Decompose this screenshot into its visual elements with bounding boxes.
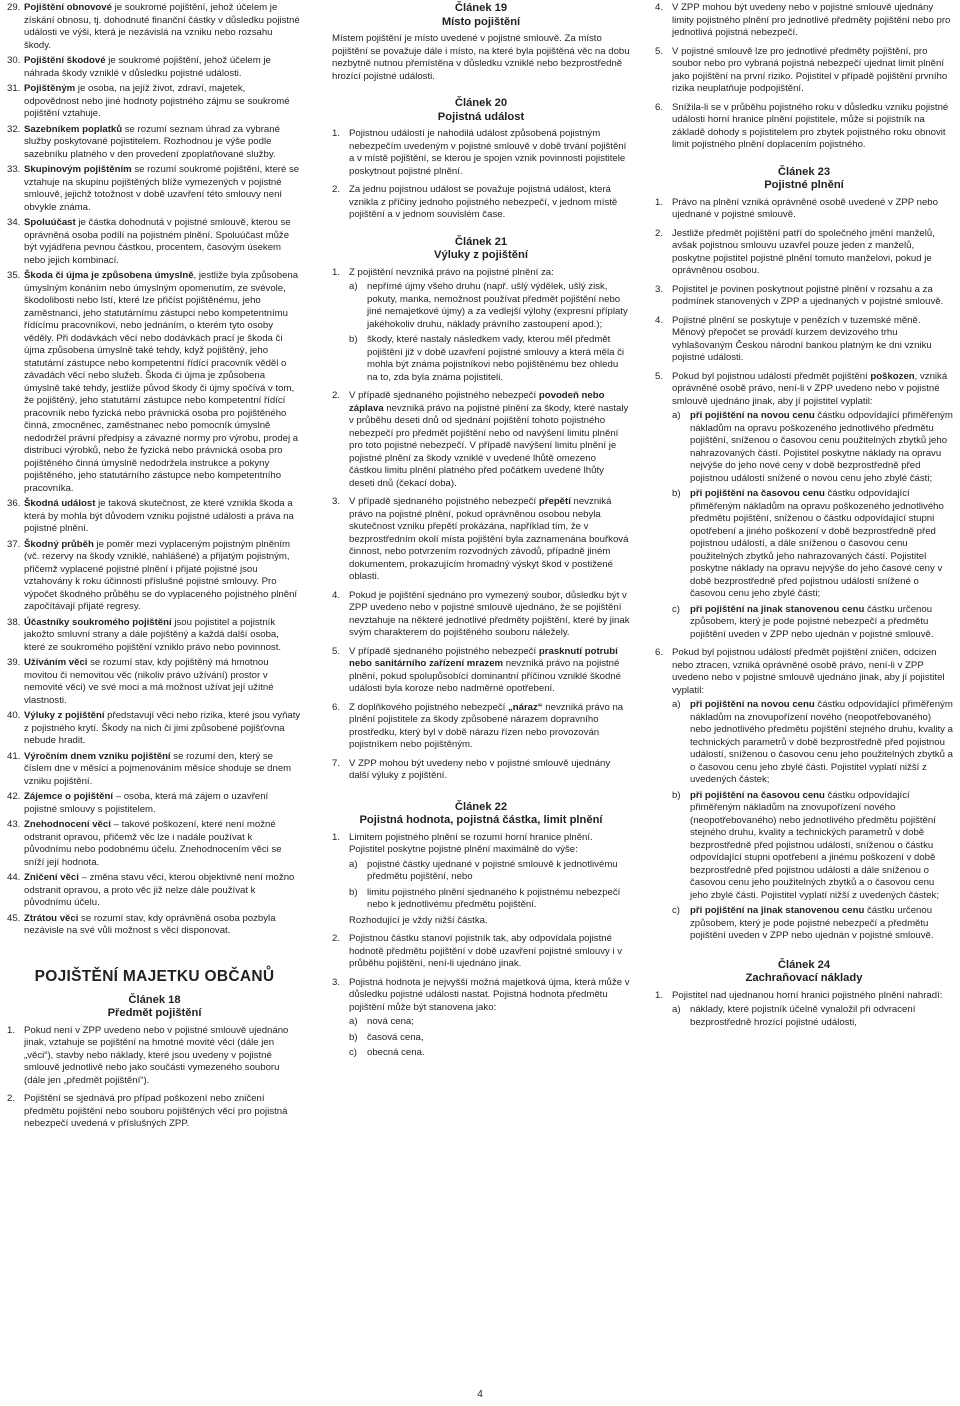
definition-number: 29. [7,2,21,13]
page-number: 4 [477,1389,483,1400]
definition-number: 43. [7,819,21,830]
definition-term: Užíváním věci [24,657,88,668]
article-23-paragraph-2: 2. Jestliže předmět pojištění patří do společného jmění manželů, avšak pojistnou smlouvu uzavřel pouze jeden z manželů, poskytne pojistitel pojistné plnění tomuto manželovi, pokud je oprávněnou osobou. [655,227,935,276]
definition-number: 37. [7,538,21,550]
article-23-title [655,166,953,193]
definition-item [7,539,302,614]
definition-text: jsou pojistitel a pojistník jakožto smluvní strany a dále pojištěný a každá další osoba, které ze soukromého pojištění vzniklo právo nebo povinnost. [24,616,282,653]
article-24-paragraph-1: 1. Pojistitel nad ujednanou horní hranici pojistného plnění nahradí: a) náklady, které pojistník účelně vynaložil při odvracení bezprostředně hrozící pojistné události, [655,990,953,1030]
article-22-number: Článek 22 [454,800,508,813]
article-22-item-b: b) limitu pojistného plnění sjednaného k pojistnému nebezpečí nebo k jednotlivému předmětu pojištění. [349,886,621,910]
definition-item [7,791,302,816]
article-20-number: Článek 20 [454,97,508,109]
definition-text: je poměr mezi vyplaceným pojistným plněním (vč. rezervy na škody vzniklé, nahlášené) a přijatým pojistným, přičemž vyplacené pojistné plnění i přijaté pojistné jsou vztahovány k roku účinnosti příslušné pojistné smlouvy. Pro výpočet škodného průběhu se do vyplaceného pojistného plnění započítávají přijaté regresy. [24,538,298,612]
definition-term: Škodná událost [24,498,96,509]
definition-item [7,872,302,910]
article-23-paragraph-6: 6. Pokud byl pojistnou událostí předmět pojištění zničen, odcizen nebo ztracen, vzniká oprávněné osobě právo, není-li v ZPP uvedeno nebo v pojistné smlouvě ujednáno jinak, aby jí pojistitel vyplatil: a) při pojištění na novou cenu částku odpovídající přiměřeným nákladům na znovupořízení nového (neopotřebovaného) nebo jednotlivého předmětu pojištění stejného druhu, kvality a technických parametrů v době bezprostředně před pojistnou událostí, sníženou o časovou cenu jeho použitelných zbytků a o časovou cenu jeho zbylé části. Pojistitel vyplatí nižší z uvedených částek; b) při pojištění na časovou cenu částku odpovídající přiměřeným nákladům na znovupořízení nového (neopotřebovaného) nebo jednotlivého předmětu pojištění stejného druhu, kvality a technických parametrů v době bezprostředně před pojistnou událostí, sníženou o částku odpovídající stupni opotřebení a jinému poškození v době bezprostředně před pojistnou událostí a dále sníženou o časovou cenu jeho použitelných zbytků a o časovou cenu jeho zbylé části. Pojistitel vyplatí nižší z uvedených částek; c) při pojištění na jinak stanovenou cenu částku určenou způsobem, který je pode pojistné nebezpečí a předmětu pojištění uveden v ZPP nebo ujednán v pojistné smlouvě. [655,647,953,941]
article-20-paragraph-1: 1. Pojistnou událostí je nahodilá událost způsobená pojistným nebezpečím uvedeným v pojistné smlouvě v době trvání pojištění a v místě pojištění, se kterou je spojen vznik povinnosti pojistitele poskytnout pojistné plnění. [332,128,627,177]
definition-item [7,617,302,655]
definition-term: Škodný průběh [24,538,94,550]
article-18-number: Článek 18 [128,993,181,1006]
column-middle [332,2,630,1066]
definition-item [7,270,302,495]
definition-term: Znehodnocení věci [24,819,111,830]
article-22-title [332,801,630,828]
definition-number: 45. [7,912,21,924]
definition-term: Výluky z pojištění [24,710,105,721]
definition-text: se rozumí stav, kdy oprávněná osoba pozbyla nezávisle na své vůli možnost s věcí disponovat. [24,912,276,936]
article-19-text: Místem pojištění je místo uvedené v pojistné smlouvě. Za místo pojištění se považuje dále i místo, na které byla pojištěná věc na dobu nezbytně nutnou přemístěna v důsledku vzniklé nebo bezprostředně hrozící pojistné události. [332,33,630,82]
definition-number: 36. [7,498,21,509]
definition-item [7,913,302,938]
article-22-value-a: a) nová cena; [349,1016,414,1027]
article-18-title [7,994,302,1021]
article-21-title [332,236,630,263]
article-23-p5-item-a: a) při pojištění na novou cenu částku odpovídající přiměřeným nákladům na opravu poškozeného jednotlivého předmětu pojištění, sníženou o časovou cenu použitelných zbytků jeho nahrazovaných částí. Pojistitel poskytne náklady na opravu nejvýše do jeho nové ceny v době bezprostředně před pojistnou událostí snížené o novou cenu jeho zbylé části; [672,410,953,484]
definition-item [7,164,302,214]
article-21-paragraph-7: 7. V ZPP mohou být uvedeny nebo v pojistné smlouvě ujednány další výluky z pojištění. [332,757,611,781]
article-22-paragraph-3: 3. Pojistná hodnota je nejvyšší možná majetková újma, která může v důsledku pojistné události nastat. Pojistná hodnota předmětu pojištění může být stanovena jako: a) nová cena; b) časová cena, c) obecná cena. [332,976,630,1058]
article-23-p6-item-c: c) při pojištění na jinak stanovenou cenu částku určenou způsobem, který je pode pojistné nebezpečí a předmětu pojištění uveden v ZPP nebo ujednán v pojistné smlouvě. [672,905,934,941]
article-19-heading: Místo pojištění [441,15,521,28]
definition-item [7,2,302,52]
definition-term: Skupinovým pojištěním [24,164,132,175]
definition-item [7,124,302,162]
definition-term: Zájemce o pojištění [24,791,114,802]
article-22-heading: Pojistná hodnota, pojistná částka, limit plnění [359,814,603,826]
definition-item [7,819,302,869]
definition-text: se rozumí stav, kdy pojištěný má hmotnou movitou či nemovitou věc (nikoliv právo užívání) prostor v nemovité věci) ve své moci a má možnost užívat její užitné vlastnosti. [24,657,274,706]
article-21-paragraph-2: 2. V případě sjednaného pojistného nebezpečí povodeň nebo záplava nevzniká právo na pojistné plnění za škody, které nastaly v průběhu deseti dnů od sjednání pojištění tohoto pojistného nebezpečí pro předmět pojištění nebo od navýšení limitu plnění pro toto pojistné nebezpečí. V případě navýšení limitu plnění je pojistné plnění za škody vzniklé v uvedené lhůtě omezeno částkou limitu plnění platného před počátkem uvedené lhůty deseti dnů (čekací doba). [332,390,629,489]
definition-number: 33. [7,164,21,175]
definition-item [7,55,302,80]
article-22-paragraph-6: 6. Snížila-li se v průběhu pojistného roku v důsledku vzniku pojistné události horní hranice plnění pojistitele, může si pojistník na základě dohody s pojistitelem pro zbytek pojistného roku obnovit limit pojistného plnění doplacením pojistného. [655,101,949,150]
article-22-value-c: c) obecná cena. [349,1047,425,1058]
article-22-value-b: b) časová cena, [349,1031,424,1043]
section-heading: POJIŠTĚNÍ MAJETKU OBČANŮ [34,967,275,985]
definition-text: se rozumí soukromé pojištění, které se vztahuje na skupinu pojištěných blíže vymezených v pojistné smlouvě, jejichž totožnost v době uzavření této smlouvy není obvykle známa. [24,164,300,213]
definition-term: Zničení věci [24,872,79,883]
definition-term: Spoluúčast [24,217,76,228]
definition-text: je částka dohodnutá v pojistné smlouvě, kterou se oprávněná osoba podílí na pojistném plnění. Spoluúčast může být vyjádřena pevnou částkou, procentem, časovým úsekem nebo jejich kombinací. [24,217,291,266]
article-22-paragraph-4: 4. V ZPP mohou být uvedeny nebo v pojistné smlouvě ujednány limity pojistného plnění pro jednotlivé předměty pojištění nebo pro jednotlivá pojistná nebezpečí. [655,2,951,38]
article-21-item-b: b) škody, které nastaly následkem vady, kterou měl předmět pojištění již v době uzavření pojistné smlouvy a která měla či mohla být známa pojistníkovi nebo pojištěnému bez ohledu na to, zda byla známa pojistiteli. [349,334,625,383]
article-20-title [332,97,630,124]
article-23-paragraph-1: 1. Právo na plnění vzniká oprávněné osobě uvedené v ZPP nebo ujednané v pojistné smlouvě. [655,196,938,220]
definition-text: je osoba, na jejíž život, zdraví, majetek, odpovědnost nebo jiné hodnoty pojistného zájmu se soukromé pojištění vztahuje. [24,83,290,119]
definition-term: Výročním dnem vzniku pojištění [24,750,171,762]
definition-number: 30. [7,55,21,66]
definition-number: 32. [7,123,21,135]
article-21-paragraph-3: 3. V případě sjednaného pojistného nebezpečí přepětí nevzniká právo na pojistné plnění, pokud oprávněnou osobou nebyla skutečnost vzniku přepětí prokázána, například tím, že v bezprostředním okolí místa pojištění byla zaznamenána bouřková činnost, nebo potvrzením rozvodných závodů, případně jiném dokumentem, prokazujícím hromadný výskyt škod v postižené oblasti. [332,496,629,582]
definition-item [7,710,302,748]
article-21-paragraph-5: 5. V případě sjednaného pojistného nebezpečí prasknutí potrubí nebo sanitárního zařízení mrazem nevzniká právo na pojistné plnění, pokud spolupůsobící dominantní příčinou vzniklé škodné události byla koroze nebo nadměrné opotřebení. [332,645,621,694]
definition-term: Sazebníkem poplatků [24,123,123,135]
definition-text: – osoba, která má zájem o uzavření pojistné smlouvy s pojistitelem. [24,791,269,815]
definition-text: se rozumí den, který se číslem dne v měsíci a pojmenováním měsíce shoduje se dnem vzniku pojištění. [24,750,292,787]
article-21-paragraph-1: 1. Z pojištění nevzniká právo na pojistné plnění za: a) nepřímé újmy všeho druhu (např. ušlý výdělek, ušlý zisk, pokuty, manka, nemožnost používat předmět pojištění nebo jiné nemajetkové újmy) a za vedlejší výlohy (expresní příplaty jakéhokoliv druhu, náklady právního zastoupení apod.); b) škody, které nastaly následkem vady, kterou měl předmět pojištění již v době uzavření pojistné smlouvy a která měla či mohla být známa pojistníkovi nebo pojištěnému bez ohledu na to, zda byla známa pojistiteli. [332,267,630,385]
definition-number: 31. [7,83,21,94]
definition-item [7,657,302,707]
article-22-paragraph-2: 2. Pojistnou částku stanoví pojistník tak, aby odpovídala pojistné hodnotě předmětu pojištění v době uzavření pojistné smlouvy i v průběhu pojištění, není-li ujednáno jinak. [332,933,623,969]
article-23-p5-item-b: b) při pojištění na časovou cenu částku odpovídající přiměřeným nákladům na opravu poškozeného jednotlivého předmětu pojištění, sníženou o částku odpovídající stupni opotřebení a jiného poškození v době bezprostředně před pojistnou událostí, a dále sníženou o časovou cenu použitelných zbytků jeho nahrazovaných částí. Pojistitel poskytne náklady na opravu nejvýše do jeho časové ceny v době bezprostředně před pojistnou událostí snížené o časovou cenu jeho zbylé části; [672,488,944,599]
article-20-heading: Pojistná událost [437,110,525,123]
definition-number: 40. [7,710,21,721]
article-23-heading: Pojistné plnění [764,179,844,191]
definition-text: se rozumí seznam úhrad za vybrané služby poskytované pojistitelem. Rozhodnou je výše podle sazebníku platného v den provedení zpoplatňované služby. [24,123,280,160]
definition-number: 41. [7,750,21,762]
definition-number: 38. [7,616,21,628]
definition-number: 34. [7,217,21,228]
definition-text: je soukromé pojištění, jehož účelem je náhrada škody vzniklé v důsledku pojistné události. [24,55,271,79]
article-24-number: Článek 24 [777,958,831,971]
article-24-item-a: a) náklady, které pojistník účelně vynaložil při odvracení bezprostředně hrozící pojistné události, [672,1004,916,1028]
article-22-note: Rozhodující je vždy nižší částka. [349,914,488,926]
column-right [655,2,953,1035]
definitions-list [7,2,302,938]
definition-term: Pojištění škodové [24,55,106,66]
article-21-number: Článek 21 [454,235,508,248]
definition-term: Škoda či újma je způsobena úmyslně [24,270,194,281]
definition-item [7,83,302,121]
definition-text: je soukromé pojištění, jehož účelem je získání obnosu, tj. dohodnuté finanční částky v důsledku pojistné události ve výši, která je nezávislá na vzniku nebo rozsahu škody. [24,2,300,51]
definition-number: 35. [7,270,21,281]
article-21-item-a: a) nepřímé újmy všeho druhu (např. ušlý výdělek, ušlý zisk, pokuty, manka, nemožnost používat předmět pojištění nebo jiné nemajetkové újmy) a za vedlejší výlohy (expresní příplaty jakéhokoliv druhu, náklady právního zastoupení apod.); [349,281,628,330]
definition-number: 39. [7,657,21,668]
article-21-paragraph-6: 6. Z doplňkového pojistného nebezpečí „náraz“ nevzniká právo na plnění pojistitele za škody způsobené nárazem dopravního prostředku, který byl v době nárazu řízen nebo provozován pojistníkem nebo pojištěným. [332,701,624,750]
definition-term: Pojištění obnovové [24,2,112,13]
article-19-number: Článek 19 [454,2,508,14]
definition-text: představují věci nebo rizika, které jsou vyňaty z pojistného krytí. Škody na nich či jimi způsobené pojišťovna nebude hradit. [24,710,301,746]
article-23-p5-item-c: c) při pojištění na jinak stanovenou cenu částku určenou způsobem, který je pode pojistné nebezpečí a předmětu pojištění uveden v ZPP nebo ujednán v pojistné smlouvě. [672,603,934,640]
article-23-paragraph-4: 4. Pojistné plnění se poskytuje v penězích v tuzemské měně. Měnový přepočet se provádí kurzem devizového trhu vyhlašovaným Českou národní bankou platným ke dni vzniku pojistné události. [655,314,932,363]
article-21-heading: Výluky z pojištění [434,249,528,261]
definition-item [7,751,302,789]
article-24-heading: Zachraňovací náklady [745,972,863,984]
definition-item [7,498,302,536]
definition-term: Pojištěným [24,83,76,94]
article-21-paragraph-4: 4. Pokud je pojištění sjednáno pro vymezený soubor, důsledku být v ZPP uvedeno nebo v pojistné smlouvě ujednáno, že se pojištění nevztahuje na některé jednotlivé předměty pojištění, které by jinak svým charakterem do pojištěného souboru náležely. [332,589,630,638]
definition-text: – změna stavu věci, kterou objektivně není možno odstranit opravou, a proto věc již nelze dále používat k původnímu účelu. [24,872,295,908]
article-23-number: Článek 23 [777,165,831,178]
article-22-item-a: a) pojistné částky ujednané v pojistné smlouvě k jednotlivému předmětu pojištění, nebo [349,858,618,882]
article-18-paragraph-1: 1. Pokud není v ZPP uvedeno nebo v pojistné smlouvě ujednáno jinak, vztahuje se pojištění na hmotné movité věci (dále jen „věci“), stavby nebo náklady, které jsou uvedeny v pojistné smlouvě jednotlivě nebo jako součásti vymezeného souboru (dále jen „předmět pojištění“). [7,1024,289,1086]
article-23-p6-item-b: b) při pojištění na časovou cenu částku odpovídající přiměřeným nákladům na znovupořízení nového (neopotřebovaného) nebo jednotlivého předmětu pojištění stejného druhu, kvality a technických parametrů v době bezprostředně před pojistnou událostí, sníženou o částku odpovídající stupni opotřebení a jinému poškození v době bezprostředně před pojistnou událostí a dále sníženou o časovou cenu jeho použitelných zbytků a o časovou cenu jeho zbylé části. Pojistitel vyplatí nižší z uvedených částek; [672,789,940,901]
article-24-title [655,959,953,986]
article-19-title [332,2,630,29]
definition-term: Ztrátou věci [24,912,79,924]
definition-number: 44. [7,872,21,883]
definition-number: 42. [7,791,21,802]
article-23-paragraph-5: 5. Pokud byl pojistnou událostí předmět pojištění poškozen, vzniká oprávněné osobě právo, není-li v ZPP uvedeno nebo v pojistné smlouvě ujednáno jinak, aby jí pojistitel vyplatil: a) při pojištění na novou cenu částku odpovídající přiměřeným nákladům na opravu poškozeného jednotlivého předmětu pojištění, sníženou o časovou cenu použitelných zbytků jeho nahrazovaných částí. Pojistitel poskytne náklady na opravu nejvýše do jeho nové ceny v době bezprostředně před pojistnou událostí snížené o novou cenu jeho zbylé části; b) při pojištění na časovou cenu částku odpovídající přiměřeným nákladům na opravu poškozeného jednotlivého předmětu pojištění, sníženou o částku odpovídající stupni opotřebení a jiného poškození v době bezprostředně před pojistnou událostí, a dále sníženou o časovou cenu použitelných zbytků jeho nahrazovaných částí. Pojistitel poskytne náklady na opravu nejvýše do jeho časové ceny v době bezprostředně před pojistnou událostí snížené o časovou cenu jeho zbylé části; c) při pojištění na jinak stanovenou cenu částku určenou způsobem, který je pode pojistné nebezpečí a předmětu pojištění uveden v ZPP nebo ujednán v pojistné smlouvě. [655,370,953,640]
article-22-paragraph-1: 1. Limitem pojistného plnění se rozumí horní hranice plnění. Pojistitel poskytne pojistné plnění maximálně do výše: a) pojistné částky ujednané v pojistné smlouvě k jednotlivému předmětu pojištění, nebo b) limitu pojistného plnění sjednaného k pojistnému nebezpečí nebo k jednotlivému předmětu pojištění. Rozhodující je vždy nižší částka. [332,832,630,928]
article-22-paragraph-5: 5. V pojistné smlouvě lze pro jednotlivé předměty pojištění, pro soubor nebo pro vybraná pojistná nebezpečí ujednat limit plnění jako pojištění na první riziko. Pojistitel v případě pojištění prvního rizika neuplatňuje podpojištění. [655,45,948,94]
column-left [7,2,302,1137]
definition-item [7,217,302,267]
article-20-paragraph-2: 2. Za jednu pojistnou událost se považuje pojistná událost, která vznikla z příčiny jednoho pojistného nebezpečí, v jednom místě pojištění a v jednom souvislém čase. [332,184,618,220]
article-23-p6-item-a: a) při pojištění na novou cenu částku odpovídající přiměřeným nákladům na znovupořízení nového (neopotřebovaného) nebo jednotlivého předmětu pojištění stejného druhu, kvality a technických parametrů v době bezprostředně před pojistnou událostí, sníženou o časovou cenu jeho použitelných zbytků a o časovou cenu jeho zbylé části. Pojistitel vyplatí nižší z uvedených částek; [672,699,953,785]
definition-text: – takové poškození, které není možné odstranit opravou, přičemž věc lze i nadále používat k původnímu nebo podobnému účelu. Znehodnocením věci se sníží její hodnota. [24,819,282,868]
definition-text: je taková skutečnost, ze které vznikla škoda a která by mohla být důvodem vzniku pojistné události a práva na pojistné plnění. [24,498,294,534]
article-18-paragraph-2: 2. Pojištění se sjednává pro případ poškození nebo zničení předmětu pojištění nebo souboru pojištěných věcí pro pojistná nebezpečí uvedená v příslušných ZPP. [7,1093,288,1129]
article-18-heading: Předmět pojištění [107,1007,202,1019]
article-23-paragraph-3: 3. Pojistitel je povinen poskytnout pojistné plnění v rozsahu a za podmínek stanovených v ZPP a ujednaných v pojistné smlouvě. [655,283,944,307]
definition-text: , jestliže byla způsobena úmyslným konáním nebo úmyslným opomenutím, ze svévole, škodolibosti nebo lstí, které lze přičíst pojištěnému, jeho zaměstnanci, jeho statutárnímu zástupci nebo kompetentnímu řídícímu pracovníkovi, nebo jednáním, o kterém tyto osoby věděly. Při dodávkách věcí nebo dodávkách prací je škoda či újma způsobena úmyslně také tehdy, když pojištěný, jeho statutární zástupce nebo kompetentní řídící pracovník věděl o závadách věcí nebo služeb. Škoda či újma je způsobena úmyslně také tehdy, jestliže původ škody či újmy spočívá v tom, že pojištěný, jeho statutární zástupce nebo kompetentní řídící pracovník nebo fyzická nebo právnická osoba pro pojištěného činná, zmocněnec, zaměstnanec nebo pomocník úmyslně nedodržel právní předpisy a závazné normy pro výrobu, prodej a distribuci výrobků, nebo že fyzická nebo právnická osoba pro pojištěného činná úmyslně nedodržela instrukce a pokyny pojištěného, jeho statutárního zástupce nebo kompetentního pracovníka. [24,270,299,494]
definition-term: Účastníky soukromého pojištění [24,616,172,628]
